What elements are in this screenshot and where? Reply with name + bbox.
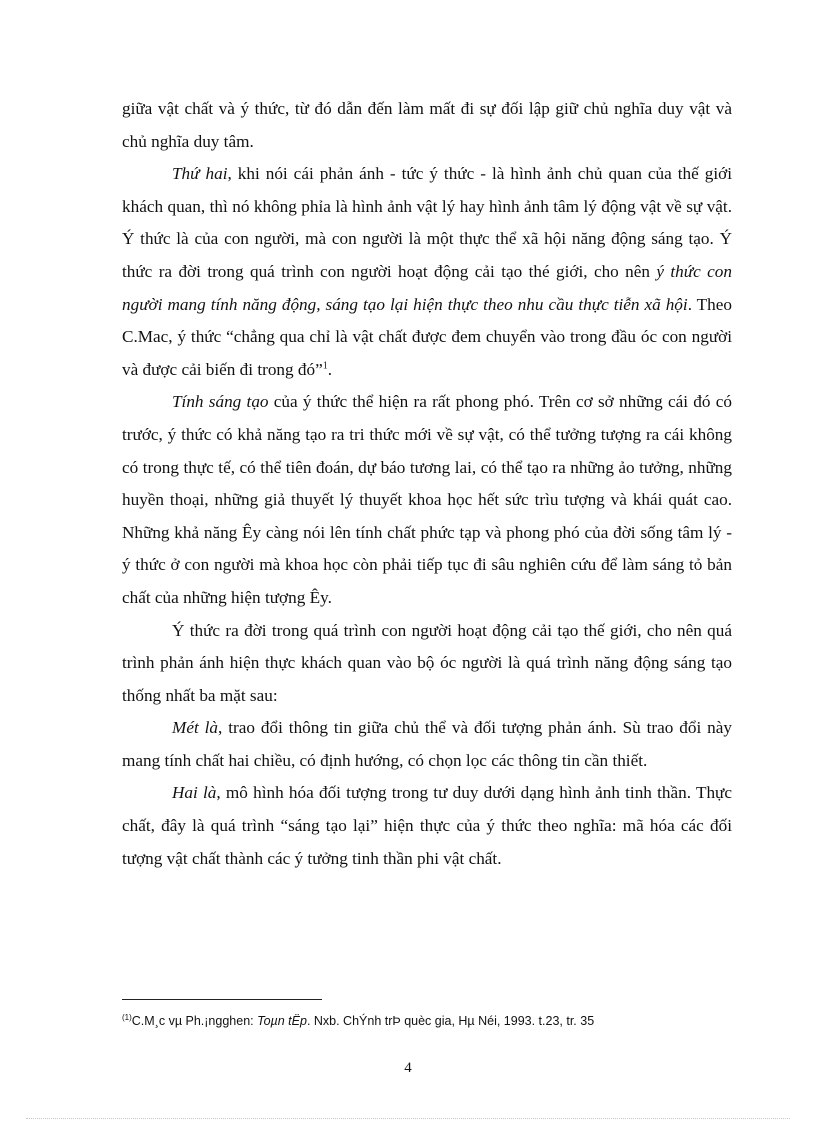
footnote-reference: 1	[322, 360, 328, 372]
body-text	[122, 93, 732, 875]
footnote-marker: (1)	[122, 1012, 132, 1022]
text-run: , khi nói cái phản ánh - tức ý thức - là hình ảnh chủ quan của thế giới khách quan, thì nó không phỉa là hình ảnh vật lý hay hình ảnh tâm lý động vật về sự vật. Ý thức là của con người, mà con người là một thực thể xã hội năng động sáng tạo. Ý thức ra đời trong quá trình con người hoạt động cải tạo thé giới, cho nên	[122, 164, 732, 281]
italic-text: ý thức con người mang tính năng động, sáng tạo lại hiện thực theo nhu cầu thực tiễn xã hội	[122, 261, 732, 314]
footnote	[122, 1013, 742, 1029]
paragraph-1	[122, 93, 732, 158]
italic-text: Mét là	[172, 718, 219, 738]
text-run: giữa vật chất và ý thức, từ đó dẫn đến làm mất đi sự đối lập giữ chủ nghĩa duy vật và chủ nghĩa duy tâm.	[122, 99, 732, 151]
page-number: 4	[404, 1060, 412, 1076]
text-run: Ý thức ra đời trong quá trình con người hoạt động cải tạo thế giới, cho nên quá trình phản ánh hiện thực khách quan vào bộ óc người là quá trình năng động sáng tạo thống nhất ba mặt sau:	[122, 620, 732, 705]
italic-text: Thứ hai	[172, 164, 228, 184]
text-run: , mô hình hóa đối tượng trong tư duy dưới dạng hình ảnh tinh thần. Thực chất, đây là quá trình “sáng tạo lại” hiện thực của ý thức theo nghĩa: mã hóa các đối tượng vật chất thành các ý tưởng tinh thần phi vật chất.	[122, 783, 732, 868]
text-run: của ý thức thể hiện ra rất phong phó. Trên cơ sở những cái đó có trước, ý thức có khả năng tạo ra tri thức mới về sự vật, có thể tưởng tượng ra cái không có trong thực tế, có thể tiên đoán, dự báo tương lai, có thể tạo ra những ảo tưởng, những huyền thoại, những giả thuyết lý thuyết khoa học hết sức trìu tượng và khái quát cao. Những khả năng Êy càng nói lên tính chất phức tạp và phong phó của đời sống tâm lý - ý thức ở con người mà khoa học còn phải tiếp tục đi sâu nghiên cứu để làm sáng tỏ bản chất của những hiện tượng Êy.	[122, 392, 732, 607]
text-run: . Theo C.Mac, ý thức “chẳng qua chỉ là vật chất được đem chuyển vào trong đầu óc con người và được cải biến đi trong đó”	[122, 294, 732, 379]
footnote-separator	[122, 999, 322, 1000]
italic-text: Hai là	[172, 783, 217, 803]
paragraph-3	[122, 386, 732, 614]
footnote-text-before: C.M¸c vµ Ph.¡ngghen:	[131, 1014, 258, 1028]
page-edge	[26, 1118, 790, 1119]
paragraph-5	[122, 712, 732, 777]
italic-text: Tính sáng tạo	[172, 392, 269, 412]
paragraph-6	[122, 777, 732, 875]
footnote-text-after: . Nxb. ChÝnh trÞ quèc gia, Hµ Néi, 1993. t.23, tr. 35	[306, 1014, 595, 1028]
paragraph-2	[122, 158, 732, 386]
paragraph-4	[122, 615, 732, 713]
text-run: , trao đổi thông tin giữa chủ thể và đối tượng phản ánh. Sù trao đổi này mang tính chất hai chiều, có định hướng, có chọn lọc các thông tin cần thiết.	[122, 718, 732, 770]
footnote-title: Toµn tËp	[257, 1014, 307, 1028]
text-run: .	[327, 359, 333, 379]
